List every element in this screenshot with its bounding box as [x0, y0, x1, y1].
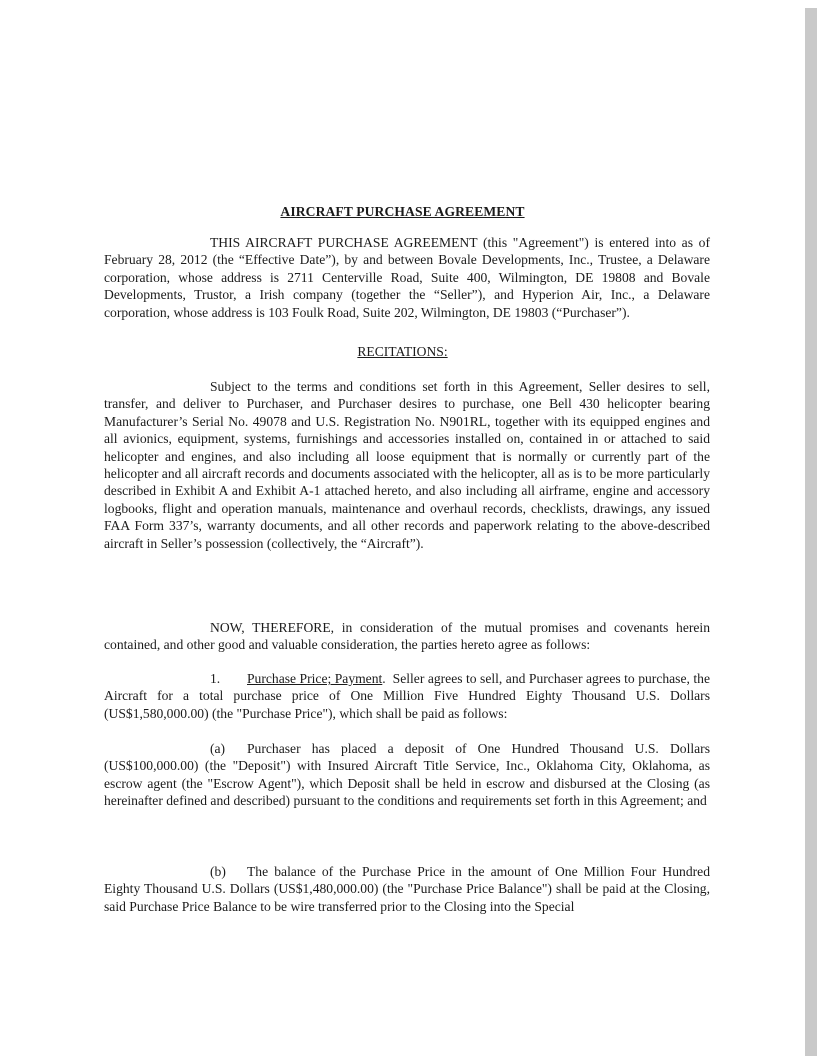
recitation-text: Subject to the terms and conditions set forth in this Agreement, Seller desires to sell, transfer, and deliver to Purchaser, and Purchaser desires to purchase, one Bell 430 helicopter bearing Manufacturer’s Serial No. 49078 and U.S. Registration No. N901RL, together with its equipped engines and all avionics, equipment, systems, furnishings and accessories installed on, contained in or attached to said helicopter and engines, and also including all loose equipment that is normally or currently part of the helicopter and all aircraft records and documents associated with the helicopter, all as is to be more particularly described in Exhibit A and Exhibit A-1 attached hereto, and also including all airframe, engine and accessory logbooks, flight and operation manuals, maintenance and overhaul records, checklists, drawings, any issued FAA Form 337’s, warranty documents, and all other records and paperwork relating to the above-described aircraft in Seller’s possession (collectively, the “Aircraft”).	[104, 379, 710, 551]
clause-a-label: (a)	[210, 741, 226, 756]
section-1-paragraph: 1. Purchase Price; Payment. Seller agrees to sell, and Purchaser agrees to purchase, the Aircraft for a total purchase price of One Million Five Hundred Eighty Thousand U.S. Dollars (US$1,580,000.00) (the "Purchase Price"), which shall be paid as follows:	[104, 671, 710, 721]
clause-b-text: The balance of the Purchase Price in the amount of One Million Four Hundred Eighty Thousand U.S. Dollars (US$1,480,000.00) (the "Purchase Price Balance") shall be paid at the Closing, said Purchase Price Balance to be wire transferred prior to the Closing into the Special	[104, 864, 710, 914]
section-1-title: Purchase Price; Payment	[247, 671, 383, 686]
now-therefore-text: NOW, THEREFORE, in consideration of the mutual promises and covenants herein contained, and other good and valuable consideration, the parties hereto agree as follows:	[104, 620, 710, 653]
clause-b-paragraph	[104, 863, 710, 915]
recitation-paragraph	[104, 378, 710, 552]
clause-b-label: (b)	[210, 864, 226, 879]
page-title: AIRCRAFT PURCHASE AGREEMENT	[280, 204, 525, 219]
intro-paragraph	[104, 234, 710, 321]
section-1-text: Seller agrees to sell, and Purchaser agrees to purchase, the Aircraft for a total purchase price of One Million Five Hundred Eighty Thousand U.S. Dollars (US$1,580,000.00) (the "Purchase Price"), which shall be paid as follows:	[104, 671, 710, 721]
now-therefore-paragraph	[104, 619, 710, 654]
section-1-number: 1.	[210, 671, 221, 686]
clause-a-text: Purchaser has placed a deposit of One Hundred Thousand U.S. Dollars (US$100,000.00) (the "Deposit") with Insured Aircraft Title Service, Inc., Oklahoma City, Oklahoma, as escrow agent (the "Escrow Agent"), which Deposit shall be held in escrow and disbursed at the Closing (as hereinafter defined and described) pursuant to the conditions and requirements set forth in this Agreement; and	[104, 741, 710, 809]
clause-a-paragraph	[104, 740, 710, 810]
scan-edge	[805, 8, 817, 1056]
recitations-heading: RECITATIONS:	[357, 344, 448, 359]
intro-text: THIS AIRCRAFT PURCHASE AGREEMENT (this "Agreement") is entered into as of February 28, 2012 (the “Effective Date”), by and between Bovale Developments, Inc., Trustee, a Delaware corporation, whose address is 2711 Centerville Road, Suite 400, Wilmington, DE 19808 and Bovale Developments, Trustor, a Irish company (together the “Seller”), and Hyperion Air, Inc., a Delaware corporation, whose address is 103 Foulk Road, Suite 202, Wilmington, DE 19803 (“Purchaser”).	[104, 235, 710, 320]
